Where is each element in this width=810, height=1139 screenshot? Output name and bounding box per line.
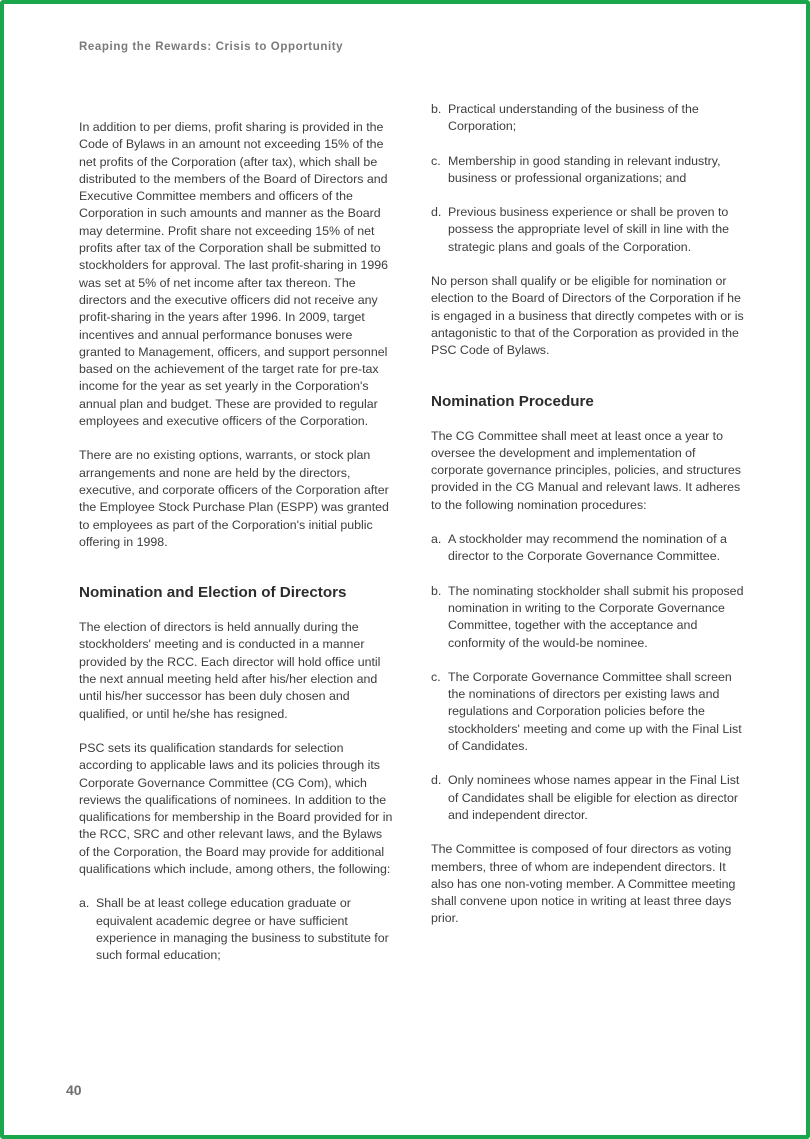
list-item [431,153,747,188]
paragraph-cg-committee: The CG Committee shall meet at least once a year to oversee the development and implementation of corporate governance principles, policies, and structures provided in the CG Manual and relevant laws. It adheres to the following nomination procedures: [431,428,741,512]
procedure-list [431,531,747,824]
heading-nomination-election: Nomination and Election of Directors [79,584,347,602]
list-item-text: Membership in good standing in relevant industry, business or professional organizations; and [448,153,721,185]
paragraph-election: The election of directors is held annually during the stockholders' meeting and is conducted in a manner provided by the RCC. Each director will hold office until the next annual meeting held after his/her election and until his/her successor has been duly chosen and qualified, or until he/she has resigned. [79,620,381,721]
list-marker: c. [431,669,441,684]
right-column [431,101,747,928]
heading-nomination-procedure: Nomination Procedure [431,392,594,410]
list-item-text: The nominating stockholder shall submit his proposed nomination in writing to the Corporate Governance Committee, together with the acceptance and conformity of the would-be nominee. [448,583,744,650]
list-marker: c. [431,153,441,168]
paragraph-disqualification: No person shall qualify or be eligible for nomination or election to the Board of Directors of the Corporation if he is engaged in a business that directly competes with or is antagonistic to that of the Corporation as provided in the PSC Code of Bylaws. [431,274,744,358]
paragraph-committee-composition: The Committee is composed of four directors as voting members, three of whom are independent directors. It also has one non-voting member. A Committee meeting shall convene upon notice in writing at least three days prior. [431,842,736,926]
list-marker: b. [431,583,442,598]
list-item-text: Shall be at least college education graduate or equivalent academic degree or have sufficient experience in managing the business to substitute for such formal education; [96,896,389,963]
page-number: 40 [66,1082,82,1098]
list-marker: d. [431,205,442,220]
list-marker: d. [431,773,442,788]
list-marker: b. [431,102,442,116]
paragraph-profit-sharing: In addition to per diems, profit sharing is provided in the Code of Bylaws in an amount not exceeding 15% of the net profits of the Corporation (after tax), which shall be distributed to the members of the Board of Directors and Executive Committee members and officers of the Corporation in such amounts and manner as the Board may determine. Profit share not exceeding 15% of net profits after tax of the Corporation shall be submitted to stockholders for approval. The last profit-sharing in 1996 was set at 5% of net income after tax thereon. The directors and the executive officers did not receive any profit-sharing in the years after 1996. In 2009, target incentives and annual performance bonuses were granted to Management, officers, and support personnel based on the achievement of the target rate for pre-tax income for the year as set yearly in the Corporation's annual plan and budget. These are provided to regular employees and executive officers of the Corporation. [79,120,389,429]
list-marker: a. [79,896,90,911]
list-item [431,531,747,566]
list-item [431,772,747,824]
list-item-text: Only nominees whose names appear in the Final List of Candidates shall be eligible for election as director and independent director. [448,773,740,822]
list-item-text: Previous business experience or shall be proven to possess the appropriate level of skill in line with the strategic plans and goals of the Corporation. [448,205,730,254]
left-column [79,119,395,964]
list-item [431,583,747,652]
list-item [431,204,747,256]
list-marker: a. [431,532,442,547]
list-item [79,895,395,964]
list-item-text: A stockholder may recommend the nomination of a director to the Corporate Governance Committee. [448,532,727,564]
list-item-text: Practical understanding of the business of the Corporation; [448,102,699,134]
list-item [431,101,747,136]
paragraph-stock-options: There are no existing options, warrants, or stock plan arrangements and none are held by the directors, executive, and corporate officers of the Corporation after the Employee Stock Purchase Plan (ESPP) was granted to employees as part of the Corporation's initial public offering in 1998. [79,448,389,549]
paragraph-qualifications: PSC sets its qualification standards for selection according to applicable laws and its policies through its Corporate Governance Committee (CG Com), which reviews the qualifications of nominees. In addition to the qualifications for membership in the Board provided for in the RCC, SRC and other relevant laws, and the Bylaws of the Corporation, the Board may provide for additional qualifications which include, among others, the following: [79,740,393,876]
running-header: Reaping the Rewards: Crisis to Opportunity [79,41,344,53]
list-item [431,669,747,755]
list-item-text: The Corporate Governance Committee shall screen the nominations of directors per existing laws and regulations and Corporation policies before the stockholders' meeting and come up with the Final List of Candidates. [448,669,742,754]
qualification-list-left [79,895,395,964]
qualification-list-right [431,101,747,256]
